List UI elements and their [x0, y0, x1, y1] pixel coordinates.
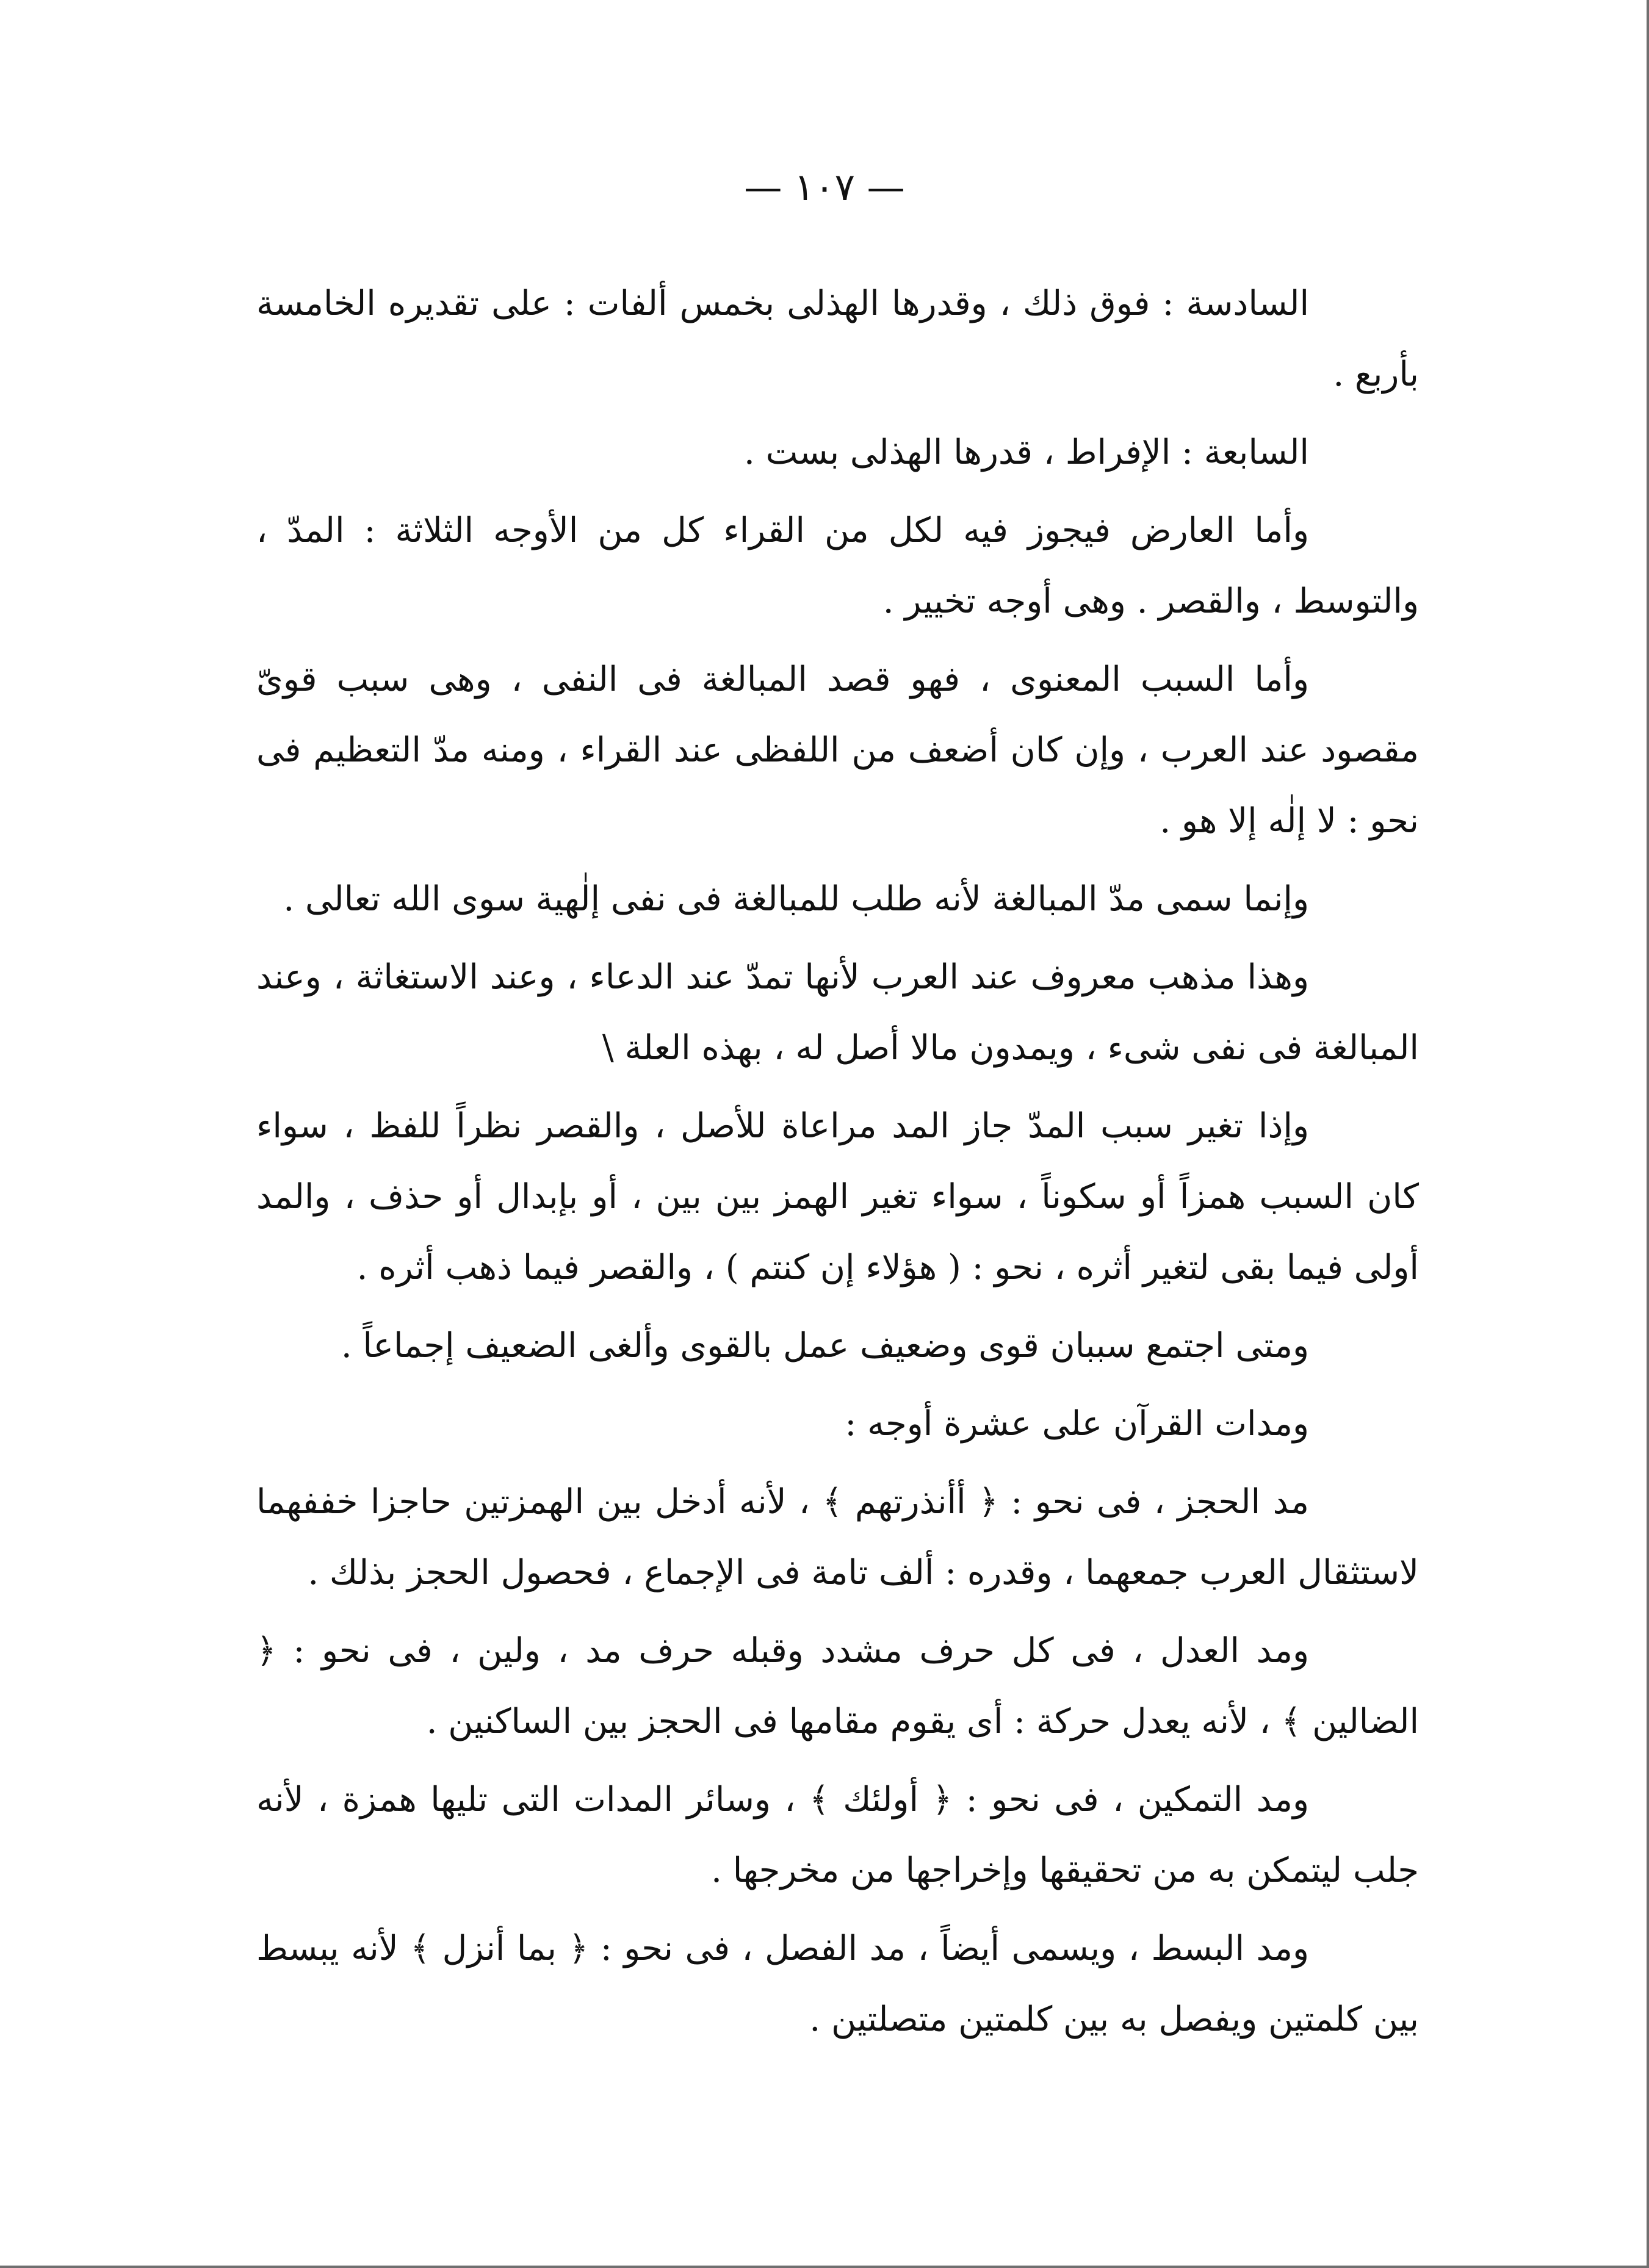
paragraph-12: ومد التمكين ، فى نحو : ﴿ أولئك ﴾ ، وسائر المدات التى تليها همزة ، لأنه جلب ليتمكن به من تحقيقها وإخراجها من مخرجها .	[256, 1780, 1419, 1890]
paragraph-3: وأما العارض فيجوز فيه لكل من القراء كل من الأوجه الثلاثة : المدّ ، والتوسط ، والقصر . وهى أوجه تخيير .	[256, 511, 1419, 621]
paragraph-7: وإذا تغير سبب المدّ جاز المد مراعاة للأصل ، والقصر نظراً للفظ ، سواء كان السبب همزاً أو سكوناً ، سواء تغير الهمز بين بين ، أو بإبدال أو حذف ، والمد أولى فيما بقى لتغير أثره ، نحو : ( هؤلاء إن كنتم ) ، والقصر فيما ذهب أثره .	[256, 1106, 1420, 1287]
paragraph-1: السادسة : فوق ذلك ، وقدرها الهذلى بخمس ألفات : على تقديره الخامسة بأربع .	[256, 284, 1419, 394]
body-text	[256, 268, 1419, 2062]
paragraph-2: السابعة : الإفراط ، قدرها الهذلى بست .	[743, 433, 1309, 472]
paragraph-8: ومتى اجتمع سببان قوى وضعيف عمل بالقوى وألغى الضعيف إجماعاً .	[341, 1326, 1309, 1366]
paragraph-10: مد الحجز ، فى نحو : ﴿ أأنذرتهم ﴾ ، لأنه أدخل بين الهمزتين حاجزا خففهما لاستثقال العرب جمعهما ، وقدره : ألف تامة فى الإجماع ، فحصول الحجز بذلك .	[256, 1482, 1419, 1593]
paragraph-13: ومد البسط ، ويسمى أيضاً ، مد الفصل ، فى نحو : ﴿ بما أنزل ﴾ لأنه يبسط بين كلمتين ويفصل به بين كلمتين متصلتين .	[256, 1929, 1419, 2039]
paragraph-11: ومد العدل ، فى كل حرف مشدد وقبله حرف مد ، ولين ، فى نحو : ﴿ الضالين ﴾ ، لأنه يعدل حركة : أى يقوم مقامها فى الحجز بين الساكنين .	[256, 1631, 1419, 1741]
paragraph-9: ومدات القرآن على عشرة أوجه :	[845, 1404, 1309, 1444]
page-number: — ١٠٧ —	[744, 165, 905, 209]
paragraph-4: وأما السبب المعنوى ، فهو قصد المبالغة فى النفى ، وهى سبب قوىّ مقصود عند العرب ، وإن كان أضعف من اللفظى عند القراء ، ومنه مدّ التعظيم فى نحو : لا إلٰه إلا هو .	[256, 660, 1419, 841]
paragraph-6: وهذا مذهب معروف عند العرب لأنها تمدّ عند الدعاء ، وعند الاستغاثة ، وعند المبالغة فى نفى شىء ، ويمدون مالا أصل له ، بهذه العلة \	[256, 957, 1419, 1068]
paragraph-5: وإنما سمى مدّ المبالغة لأنه طلب للمبالغة فى نفى إلٰهية سوى الله تعالى .	[283, 879, 1309, 919]
